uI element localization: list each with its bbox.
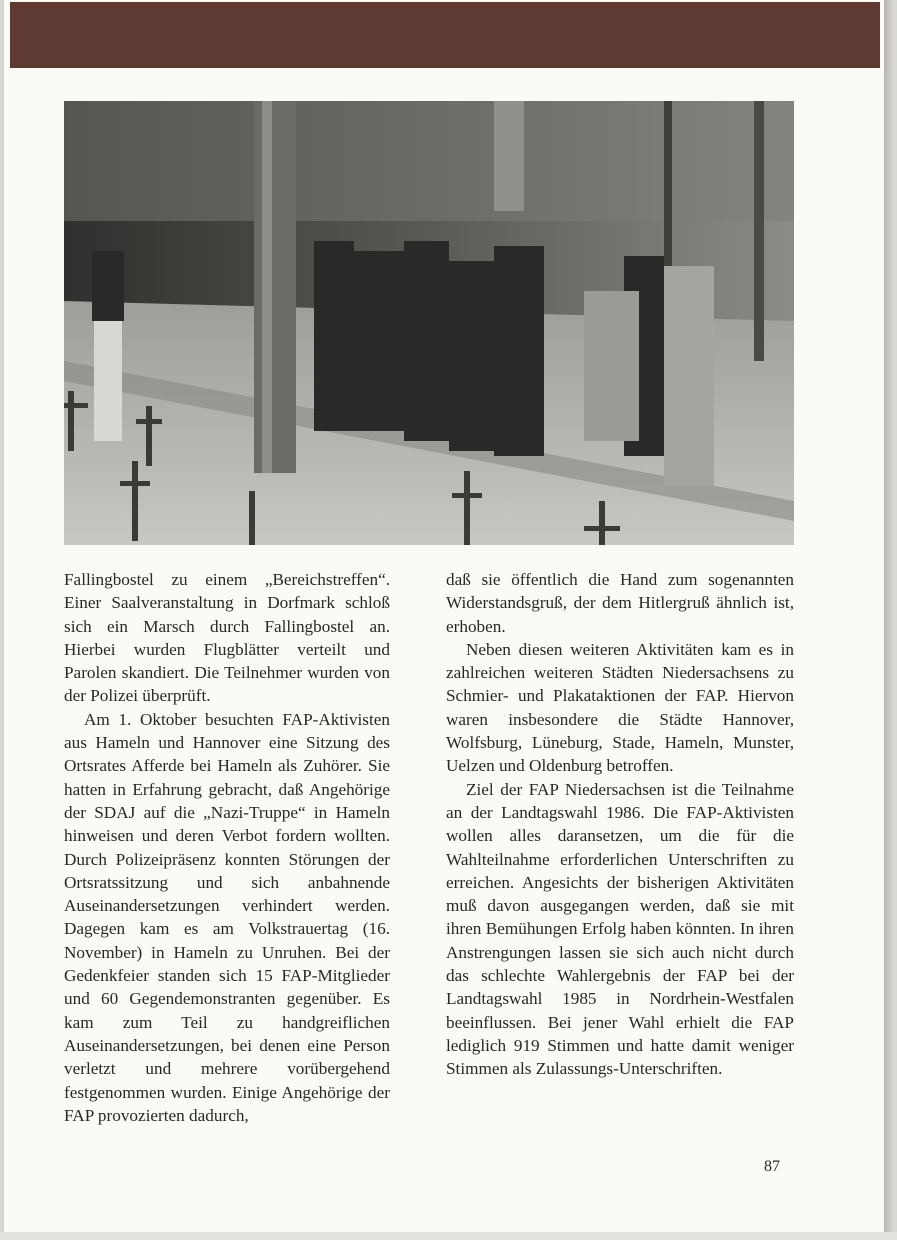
paragraph: daß sie öffentlich die Hand zum sogenannten Widerstandsgruß, der dem Hitlergruß ähnlich ist, erhoben. [446, 570, 794, 636]
paragraph: Am 1. Oktober besuchten FAP-Aktivisten aus Hameln und Hannover eine Sitzung des Ortsrates Afferde bei Hameln als Zuhörer. Sie hatten in Erfahrung gebracht, daß Angehörige der SDAJ auf die „Nazi-Truppe“ in Hameln hinweisen und deren Verbot fordern wollten. Durch Polizeipräsenz konnten Störungen der Ortsratssitzung und sich anbahnende Auseinandersetzungen verhindert werden. Dagegen kam es am Volkstrauertag (16. November) in Hameln zu Unruhen. Bei der Gedenkfeier standen sich 15 FAP-Mitglieder und 60 Gegendemonstranten gegenüber. Es kam zum Teil zu handgreiflichen Auseinandersetzungen, bei denen eine Person verletzt und mehrere vorübergehend festgenommen wurden. Einige Angehörige der FAP provozierten dadurch, [64, 709, 390, 1125]
page-edge-shadow [884, 0, 894, 1232]
text-column-right [446, 568, 794, 1081]
page-bottom-edge [0, 1232, 897, 1240]
paragraph: Fallingbostel zu einem „Bereichstreffen“. Einer Saalveranstaltung in Dorfmark schloß sich ein Marsch durch Fallingbostel an. Hierbei wurden Flugblätter verteilt und Parolen skandiert. Die Teilnehmer wurden von der Polizei überprüft. [64, 570, 390, 706]
page-number: 87 [764, 1158, 780, 1175]
header-bar [10, 2, 880, 68]
paragraph: Ziel der FAP Niedersachsen ist die Teilnahme an der Landtagswahl 1986. Die FAP-Aktivisten wollen alles daransetzen, um die für die Wahlteilnahme erforderlichen Unterschriften zu erreichen. Angesichts der bisherigen Aktivitäten muß davon ausgegangen werden, daß sie mit ihren Bemühungen Erfolg haben könnten. In ihren Anstrengungen lassen sie sich auch nicht durch das schlechte Wahlergebnis der FAP bei der Landtagswahl 1985 in Nordrhein-Westfalen beeinflussen. Bei jener Wahl erhielt die FAP lediglich 919 Stimmen und hatte damit weniger Stimmen als Zulassungs-Unterschriften. [446, 779, 794, 1079]
photo-image [64, 101, 794, 545]
paragraph: Neben diesen weiteren Aktivitäten kam es in zahlreichen weiteren Städten Niedersachsens zu Schmier- und Plakataktionen der FAP. Hiervon waren insbesondere die Städte Hannover, Wolfsburg, Lüneburg, Stade, Hameln, Munster, Uelzen und Oldenburg betroffen. [446, 639, 794, 776]
text-column-left [64, 568, 390, 1127]
photo-illustration [64, 101, 794, 545]
document-page [4, 0, 884, 1232]
